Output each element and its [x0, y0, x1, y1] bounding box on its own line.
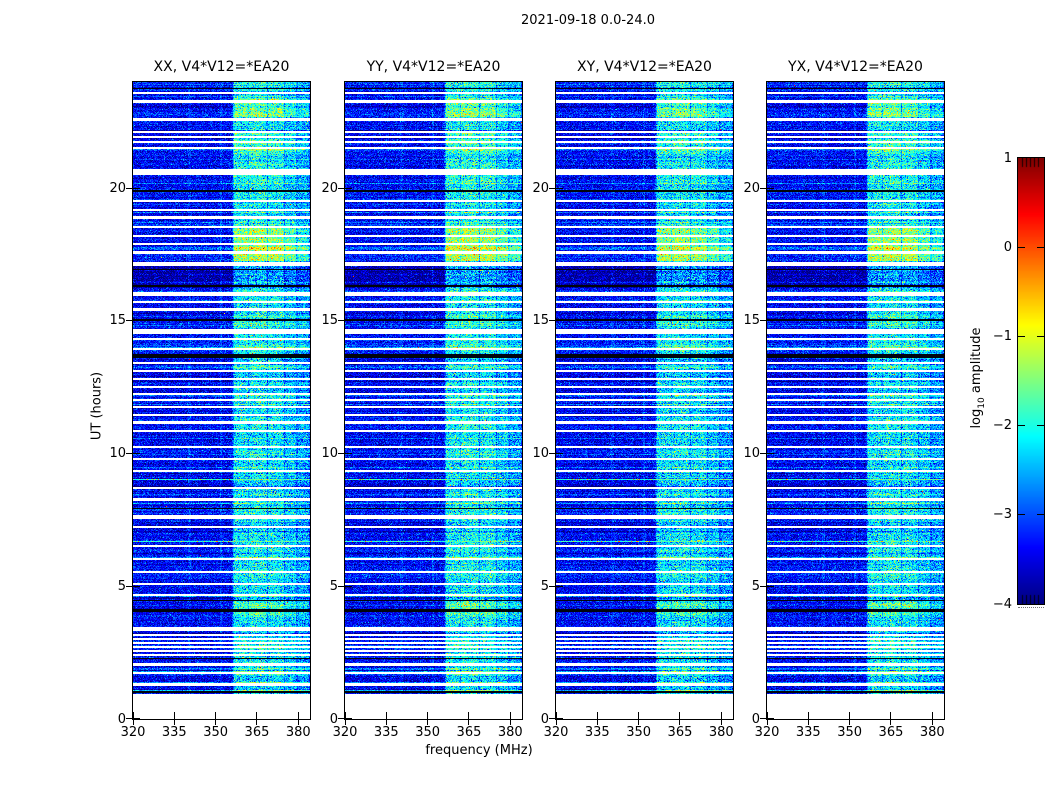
spectrogram-canvas-yy [345, 82, 522, 719]
y-tick-label: 5 [329, 578, 338, 594]
y-tick-mark-inner [767, 586, 774, 587]
colorbar-tick-label: 0 [1003, 239, 1012, 255]
colorbar-tick-mark [1037, 425, 1044, 426]
x-tick-mark-inner [468, 712, 469, 719]
colorbar-tick-mark [1037, 247, 1044, 248]
y-tick-label: 0 [751, 711, 760, 727]
x-tick-mark-inner [174, 712, 175, 719]
x-tick-label: 380 [497, 725, 523, 740]
spectrogram-canvas-xx [133, 82, 310, 719]
y-tick-label: 10 [532, 446, 549, 462]
y-tick-mark-inner [556, 453, 563, 454]
y-tick-mark [126, 718, 133, 719]
x-axis-label: frequency (MHz) [425, 743, 533, 758]
y-tick-label: 20 [743, 180, 760, 196]
y-tick-mark-inner [133, 453, 140, 454]
y-tick-label: 20 [321, 180, 338, 196]
x-tick-label: 350 [626, 725, 652, 740]
x-tick-label: 320 [120, 725, 146, 740]
x-tick-label: 335 [584, 725, 610, 740]
x-tick-label: 335 [373, 725, 399, 740]
y-tick-mark [760, 453, 767, 454]
y-tick-mark [126, 453, 133, 454]
y-tick-label: 10 [743, 446, 760, 462]
colorbar-tick-mark [1037, 514, 1044, 515]
y-tick-label: 10 [321, 446, 338, 462]
x-tick-mark-inner [721, 712, 722, 719]
colorbar-tick-mark [1018, 514, 1025, 515]
x-tick-mark-inner [597, 712, 598, 719]
y-tick-mark [338, 453, 345, 454]
colorbar-tick-mark [1018, 336, 1025, 337]
y-tick-label: 0 [117, 711, 126, 727]
y-tick-label: 20 [532, 180, 549, 196]
panel-title-xy: XY, V4*V12=*EA20 [577, 59, 712, 75]
x-tick-label: 335 [795, 725, 821, 740]
y-tick-label: 0 [329, 711, 338, 727]
colorbar-label-post: amplitude [969, 327, 985, 398]
x-tick-label: 350 [203, 725, 229, 740]
y-tick-mark-inner [345, 718, 352, 719]
panel-yy [321, 59, 523, 740]
x-tick-mark-inner [386, 712, 387, 719]
colorbar-tick-mark [1018, 247, 1025, 248]
x-tick-mark-inner [427, 712, 428, 719]
x-tick-mark-inner [932, 712, 933, 719]
y-tick-mark [126, 586, 133, 587]
y-tick-label: 15 [321, 313, 338, 329]
x-tick-label: 335 [161, 725, 187, 740]
x-tick-label: 320 [332, 725, 358, 740]
y-tick-mark-inner [133, 188, 140, 189]
x-tick-label: 365 [244, 725, 270, 740]
y-tick-mark [549, 453, 556, 454]
x-tick-label: 320 [754, 725, 780, 740]
x-tick-mark-inner [890, 712, 891, 719]
panel-yx [743, 59, 945, 740]
x-tick-mark-inner [808, 712, 809, 719]
colorbar-tick-label: 1 [1003, 150, 1012, 166]
x-tick-mark-inner [215, 712, 216, 719]
colorbar-tick-label: −3 [992, 507, 1012, 523]
colorbar-gradient [1018, 158, 1044, 604]
colorbar-tick-label: −1 [992, 328, 1012, 344]
y-axis-label [90, 372, 105, 440]
y-tick-mark-inner [556, 718, 563, 719]
y-tick-mark-inner [556, 188, 563, 189]
x-tick-mark-inner [849, 712, 850, 719]
colorbar-label-pre: log [969, 408, 985, 429]
y-tick-mark [338, 586, 345, 587]
colorbar [992, 150, 1045, 612]
y-tick-label: 15 [109, 313, 126, 329]
y-tick-mark-inner [767, 188, 774, 189]
panel-title-yx: YX, V4*V12=*EA20 [788, 59, 923, 75]
y-tick-label: 15 [532, 313, 549, 329]
y-tick-mark [549, 586, 556, 587]
spectrogram-canvas-yx [767, 82, 944, 719]
y-tick-label: 5 [117, 578, 126, 594]
y-tick-mark-inner [767, 718, 774, 719]
y-tick-label: 20 [109, 180, 126, 196]
colorbar-tick-label: −2 [992, 418, 1012, 434]
x-tick-label: 350 [415, 725, 441, 740]
y-tick-mark [338, 320, 345, 321]
x-tick-mark-inner [679, 712, 680, 719]
y-tick-mark [338, 718, 345, 719]
y-tick-mark [760, 718, 767, 719]
y-tick-mark-inner [556, 320, 563, 321]
y-tick-mark-inner [133, 320, 140, 321]
y-tick-mark [760, 320, 767, 321]
y-tick-mark [760, 188, 767, 189]
x-tick-label: 365 [456, 725, 482, 740]
y-tick-mark [760, 586, 767, 587]
x-tick-label: 380 [285, 725, 311, 740]
y-tick-mark-inner [345, 586, 352, 587]
spectrogram-canvas-xy [556, 82, 733, 719]
figure-title: 2021-09-18 0.0-24.0 [521, 13, 655, 28]
colorbar-tick-mark [1018, 425, 1025, 426]
y-tick-label: 15 [743, 313, 760, 329]
x-tick-mark-inner [638, 712, 639, 719]
x-tick-label: 380 [919, 725, 945, 740]
y-tick-mark [549, 718, 556, 719]
x-tick-mark-inner [510, 712, 511, 719]
panel-title-xx: XX, V4*V12=*EA20 [153, 59, 290, 75]
colorbar-label-sub: 10 [976, 397, 987, 409]
y-tick-mark [126, 188, 133, 189]
y-tick-mark-inner [767, 453, 774, 454]
y-tick-mark-inner [345, 188, 352, 189]
y-tick-mark-inner [556, 586, 563, 587]
x-tick-label: 350 [837, 725, 863, 740]
y-tick-mark-inner [133, 718, 140, 719]
y-tick-label: 10 [109, 446, 126, 462]
y-tick-mark-inner [345, 320, 352, 321]
colorbar-tick-mark [1037, 336, 1044, 337]
y-tick-mark [338, 188, 345, 189]
y-tick-mark [549, 188, 556, 189]
y-tick-mark-inner [767, 320, 774, 321]
panel-xx [109, 59, 311, 740]
x-tick-label: 320 [543, 725, 569, 740]
y-tick-mark-inner [345, 453, 352, 454]
colorbar-tick-label: −4 [992, 596, 1012, 612]
colorbar-label [969, 327, 987, 428]
y-tick-mark [126, 320, 133, 321]
panel-xy [532, 59, 734, 740]
x-tick-label: 365 [667, 725, 693, 740]
y-tick-label: 5 [540, 578, 549, 594]
y-tick-label: 5 [751, 578, 760, 594]
x-tick-mark-inner [298, 712, 299, 719]
y-tick-mark [549, 320, 556, 321]
y-tick-label: 0 [540, 711, 549, 727]
y-axis-label-text: UT (hours) [89, 371, 105, 441]
colorbar-dotted-edge [1018, 607, 1044, 609]
y-tick-mark-inner [133, 586, 140, 587]
x-tick-label: 380 [708, 725, 734, 740]
x-tick-mark-inner [256, 712, 257, 719]
x-tick-label: 365 [878, 725, 904, 740]
panel-title-yy: YY, V4*V12=*EA20 [366, 59, 501, 75]
